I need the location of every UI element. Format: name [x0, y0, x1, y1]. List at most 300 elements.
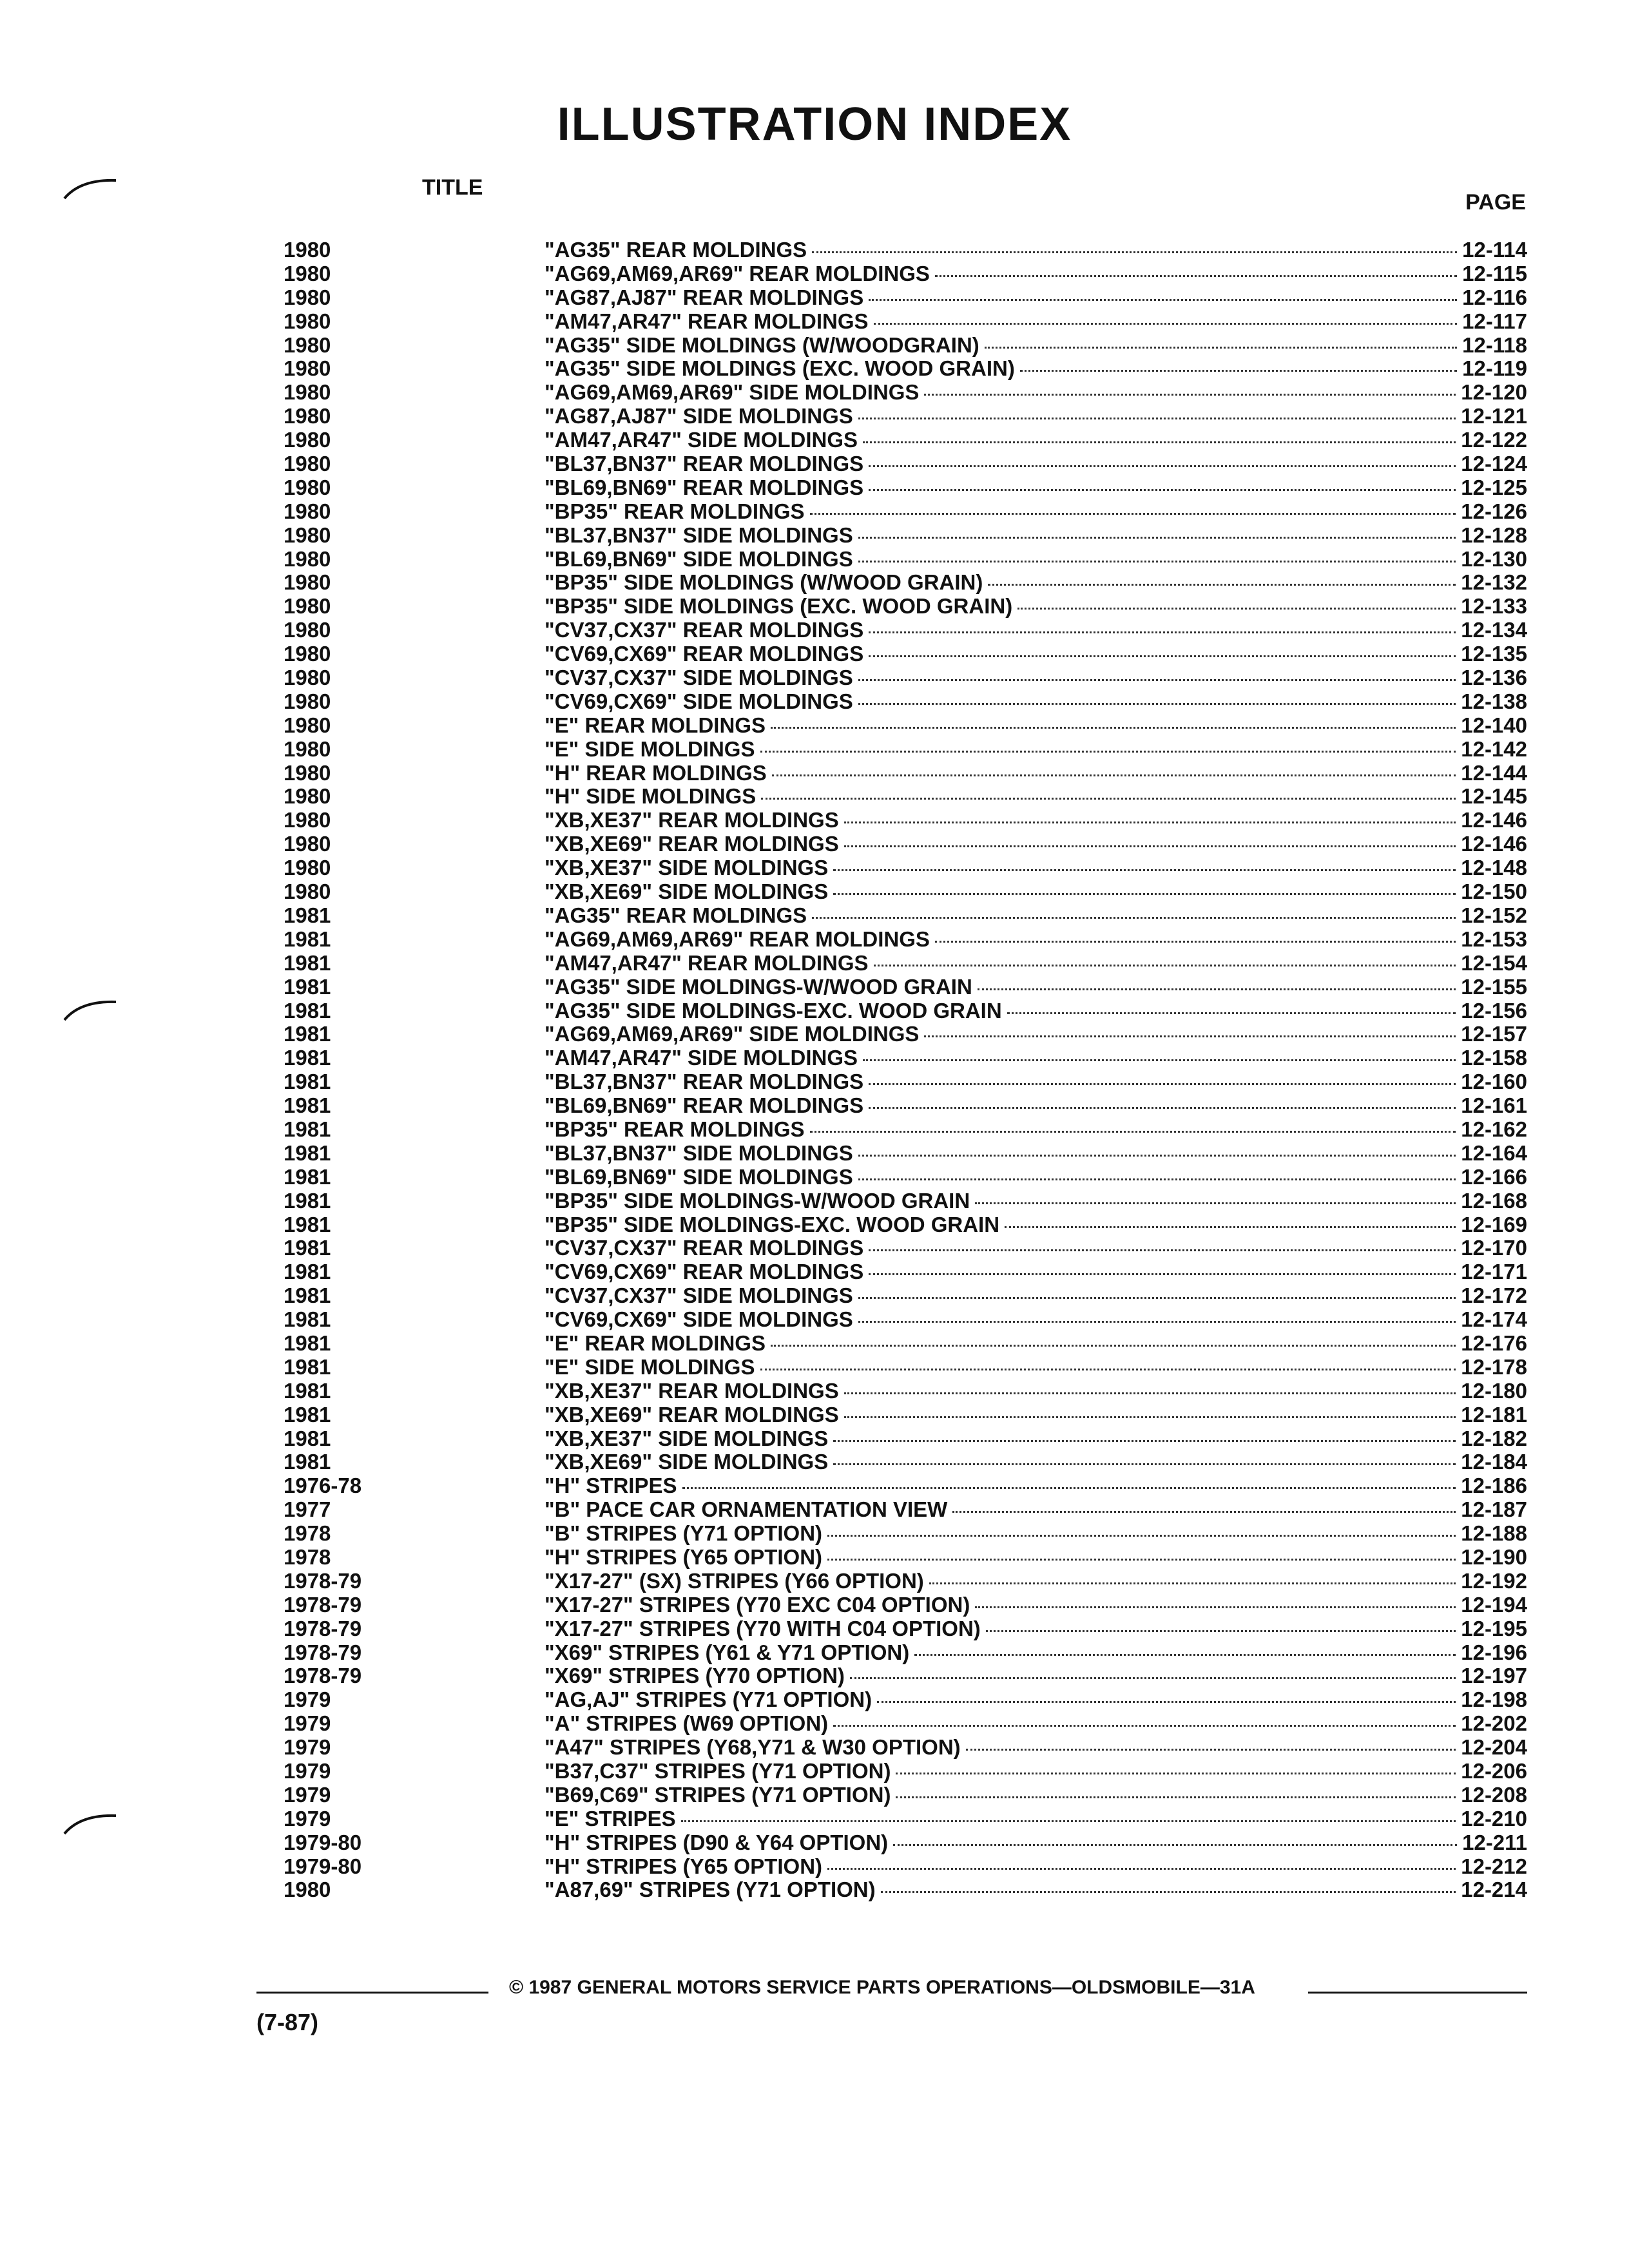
entry-page: 12-168 — [1461, 1188, 1527, 1213]
dot-leader — [858, 1297, 1456, 1299]
dot-leader — [1017, 608, 1456, 610]
index-entry — [284, 952, 1527, 975]
entry-title: "BL69,BN69" REAR MOLDINGS — [545, 475, 864, 499]
entry-title: "AG35" SIDE MOLDINGS (EXC. WOOD GRAIN) — [545, 356, 1015, 381]
index-entry — [284, 476, 1527, 500]
index-entry — [284, 1546, 1527, 1570]
entry-year: 1981 — [284, 1354, 331, 1379]
dot-leader — [771, 727, 1456, 729]
entry-year: 1980 — [284, 784, 331, 809]
entry-title: "AG87,AJ87" SIDE MOLDINGS — [545, 404, 853, 428]
entry-title: "B37,C37" STRIPES (Y71 OPTION) — [545, 1759, 891, 1783]
index-entry — [284, 856, 1527, 880]
index-entry — [284, 548, 1527, 572]
entry-title: "AG69,AM69,AR69" SIDE MOLDINGS — [545, 1022, 920, 1046]
dot-leader — [966, 1749, 1456, 1751]
entry-title: "CV37,CX37" REAR MOLDINGS — [545, 618, 864, 642]
entry-title: "CV69,CX69" REAR MOLDINGS — [545, 642, 864, 666]
entry-page: 12-124 — [1461, 452, 1527, 476]
index-entry — [284, 1118, 1527, 1142]
entry-page: 12-116 — [1462, 285, 1527, 309]
footer-revision-code: (7-87) — [256, 2009, 319, 2035]
footer-copyright: © 1987 GENERAL MOTORS SERVICE PARTS OPERATIONS—OLDSMOBILE—31A — [509, 1977, 1255, 1998]
entry-year: 1980 — [284, 428, 331, 452]
index-entry — [284, 452, 1527, 476]
dot-leader — [682, 1487, 1456, 1489]
dot-leader — [827, 1535, 1456, 1537]
entry-year: 1981 — [284, 1236, 331, 1260]
dot-leader — [771, 1345, 1456, 1347]
entry-year: 1980 — [284, 546, 331, 571]
dot-leader — [985, 347, 1457, 349]
entry-page: 12-154 — [1461, 950, 1527, 975]
entry-year: 1981 — [284, 1450, 331, 1474]
dot-leader — [869, 465, 1456, 467]
entry-page: 12-145 — [1461, 784, 1527, 809]
dot-leader — [812, 917, 1456, 919]
dot-leader — [681, 1820, 1456, 1822]
index-entry — [284, 1641, 1527, 1665]
index-entry — [284, 500, 1527, 524]
entry-title: "AG87,AJ87" REAR MOLDINGS — [545, 285, 864, 309]
entry-page: 12-152 — [1461, 903, 1527, 927]
dot-leader — [844, 822, 1456, 823]
entry-title: "AG35" REAR MOLDINGS — [545, 903, 807, 927]
column-header-title: TITLE — [422, 175, 483, 200]
index-entry — [284, 1284, 1527, 1308]
dot-leader — [833, 1463, 1456, 1465]
entry-year: 1980 — [284, 570, 331, 595]
index-entry — [284, 571, 1527, 595]
index-entry — [284, 1855, 1527, 1879]
index-entry — [284, 262, 1527, 286]
entry-year: 1978-79 — [284, 1616, 362, 1640]
index-entry — [284, 666, 1527, 690]
index-entry — [284, 1736, 1527, 1760]
index-entry — [284, 1498, 1527, 1522]
entry-year: 1979 — [284, 1687, 331, 1712]
entry-year: 1980 — [284, 760, 331, 785]
entry-year: 1979-80 — [284, 1854, 362, 1878]
entry-title: "CV37,CX37" SIDE MOLDINGS — [545, 1283, 853, 1308]
entry-title: "AM47,AR47" REAR MOLDINGS — [545, 309, 869, 333]
entry-title: "E" REAR MOLDINGS — [545, 1331, 766, 1355]
entry-year: 1978-79 — [284, 1640, 362, 1664]
index-entry — [284, 619, 1527, 642]
entry-page: 12-210 — [1461, 1806, 1527, 1831]
entry-title: "XB,XE37" REAR MOLDINGS — [545, 808, 839, 832]
entry-title: "CV69,CX69" SIDE MOLDINGS — [545, 689, 853, 713]
dot-leader — [833, 1725, 1456, 1727]
entry-page: 12-132 — [1461, 570, 1527, 595]
binder-hole-mark — [61, 1809, 119, 1835]
index-entry — [284, 238, 1527, 262]
dot-leader — [863, 441, 1456, 443]
entry-page: 12-176 — [1461, 1331, 1527, 1355]
footer-rule-right — [1308, 1992, 1527, 1994]
index-entry — [284, 1070, 1527, 1094]
entry-page: 12-158 — [1461, 1046, 1527, 1070]
index-entry — [284, 1450, 1527, 1474]
dot-leader — [833, 1440, 1456, 1442]
entry-title: "XB,XE69" SIDE MOLDINGS — [545, 1450, 829, 1474]
entry-year: 1980 — [284, 736, 331, 761]
entry-title: "H" REAR MOLDINGS — [545, 760, 767, 785]
entry-title: "H" STRIPES (D90 & Y64 OPTION) — [545, 1830, 889, 1854]
entry-year: 1978-79 — [284, 1664, 362, 1688]
index-entry — [284, 738, 1527, 762]
index-entry — [284, 809, 1527, 832]
dot-leader — [810, 1131, 1456, 1133]
entry-year: 1981 — [284, 950, 331, 975]
entry-year: 1978 — [284, 1521, 331, 1546]
entry-title: "E" STRIPES — [545, 1806, 676, 1831]
entry-title: "BL37,BN37" REAR MOLDINGS — [545, 1070, 864, 1094]
entry-title: "XB,XE69" REAR MOLDINGS — [545, 1402, 839, 1427]
dot-leader — [881, 1891, 1456, 1893]
entry-title: "AG35" REAR MOLDINGS — [545, 238, 807, 262]
entry-year: 1979 — [284, 1782, 331, 1807]
entry-page: 12-178 — [1461, 1354, 1527, 1379]
dot-leader — [935, 941, 1456, 943]
dot-leader — [812, 251, 1457, 253]
entry-title: "AM47,AR47" REAR MOLDINGS — [545, 950, 869, 975]
dot-leader — [858, 703, 1456, 705]
dot-leader — [978, 988, 1456, 990]
entry-title: "XB,XE37" SIDE MOLDINGS — [545, 1426, 829, 1450]
entry-page: 12-136 — [1461, 666, 1527, 690]
entry-title: "AG69,AM69,AR69" REAR MOLDINGS — [545, 927, 930, 951]
index-entry — [284, 1308, 1527, 1332]
entry-year: 1980 — [284, 452, 331, 476]
entry-page: 12-197 — [1461, 1664, 1527, 1688]
index-entry — [284, 1617, 1527, 1641]
dot-leader — [760, 751, 1456, 753]
entry-page: 12-128 — [1461, 523, 1527, 547]
dot-leader — [858, 679, 1456, 681]
dot-leader — [827, 1559, 1456, 1561]
entry-page: 12-172 — [1461, 1283, 1527, 1308]
entry-year: 1981 — [284, 1212, 331, 1236]
index-entry — [284, 405, 1527, 428]
index-entry — [284, 1522, 1527, 1546]
entry-year: 1980 — [284, 309, 331, 333]
entry-page: 12-182 — [1461, 1426, 1527, 1450]
index-entry — [284, 1046, 1527, 1070]
index-entry — [284, 690, 1527, 714]
dot-leader — [893, 1844, 1457, 1846]
index-entry — [284, 832, 1527, 856]
entry-year: 1979 — [284, 1759, 331, 1783]
entry-page: 12-212 — [1461, 1854, 1527, 1878]
dot-leader — [869, 1249, 1456, 1251]
entry-year: 1980 — [284, 856, 331, 880]
dot-leader — [975, 1606, 1456, 1608]
entry-title: "AG35" SIDE MOLDINGS (W/WOODGRAIN) — [545, 332, 979, 357]
entry-year: 1981 — [284, 1402, 331, 1427]
entry-title: "E" SIDE MOLDINGS — [545, 1354, 755, 1379]
entry-year: 1981 — [284, 1140, 331, 1165]
entry-page: 12-125 — [1461, 475, 1527, 499]
index-entry — [284, 1760, 1527, 1783]
dot-leader — [844, 1416, 1456, 1418]
entry-title: "E" REAR MOLDINGS — [545, 713, 766, 737]
dot-leader — [935, 275, 1457, 277]
entry-year: 1981 — [284, 1022, 331, 1046]
index-entry — [284, 1379, 1527, 1403]
entry-title: "A" STRIPES (W69 OPTION) — [545, 1711, 829, 1736]
entry-title: "E" SIDE MOLDINGS — [545, 736, 755, 761]
entry-page: 12-148 — [1461, 856, 1527, 880]
entry-year: 1981 — [284, 974, 331, 999]
entry-title: "X17-27" STRIPES (Y70 EXC C04 OPTION) — [545, 1592, 970, 1617]
index-entry — [284, 928, 1527, 952]
dot-leader — [844, 845, 1456, 847]
index-entry — [284, 1427, 1527, 1451]
index-entry — [284, 428, 1527, 452]
index-entry — [284, 1142, 1527, 1166]
column-header-page: PAGE — [1465, 190, 1526, 215]
entry-year: 1981 — [284, 1070, 331, 1094]
entry-page: 12-118 — [1462, 332, 1527, 357]
index-entry — [284, 1807, 1527, 1831]
index-entry — [284, 595, 1527, 619]
entry-page: 12-157 — [1461, 1022, 1527, 1046]
entry-title: "H" SIDE MOLDINGS — [545, 784, 757, 809]
entry-title: "H" STRIPES — [545, 1474, 677, 1498]
dot-leader — [850, 1677, 1456, 1679]
dot-leader — [833, 869, 1456, 871]
entry-year: 1978-79 — [284, 1592, 362, 1617]
index-entry — [284, 1356, 1527, 1379]
entry-page: 12-144 — [1461, 760, 1527, 785]
index-entry — [284, 1023, 1527, 1046]
entry-year: 1979 — [284, 1806, 331, 1831]
entry-page: 12-208 — [1461, 1782, 1527, 1807]
dot-leader — [761, 798, 1456, 800]
entry-page: 12-198 — [1461, 1687, 1527, 1712]
entry-page: 12-142 — [1461, 736, 1527, 761]
entry-year: 1980 — [284, 356, 331, 381]
entry-year: 1980 — [284, 261, 331, 285]
entry-title: "H" STRIPES (Y65 OPTION) — [545, 1854, 823, 1878]
dot-leader — [986, 1630, 1456, 1632]
entry-page: 12-120 — [1461, 380, 1527, 405]
entry-year: 1978-79 — [284, 1568, 362, 1593]
dot-leader — [874, 965, 1456, 966]
entry-title: "AM47,AR47" SIDE MOLDINGS — [545, 428, 858, 452]
entry-page: 12-181 — [1461, 1402, 1527, 1427]
entry-page: 12-150 — [1461, 879, 1527, 904]
index-entry — [284, 286, 1527, 310]
index-entry — [284, 1593, 1527, 1617]
entry-title: "X69" STRIPES (Y61 & Y71 OPTION) — [545, 1640, 910, 1664]
entry-year: 1979-80 — [284, 1830, 362, 1854]
entry-title: "AG,AJ" STRIPES (Y71 OPTION) — [545, 1687, 872, 1712]
dot-leader — [924, 394, 1456, 396]
entry-year: 1979 — [284, 1711, 331, 1736]
dot-leader — [833, 893, 1456, 895]
entry-page: 12-121 — [1461, 404, 1527, 428]
entry-title: "AM47,AR47" SIDE MOLDINGS — [545, 1046, 858, 1070]
entry-year: 1980 — [284, 475, 331, 499]
entry-title: "XB,XE69" REAR MOLDINGS — [545, 832, 839, 856]
entry-title: "XB,XE69" SIDE MOLDINGS — [545, 879, 829, 904]
entry-year: 1981 — [284, 1307, 331, 1332]
entry-year: 1980 — [284, 666, 331, 690]
entry-year: 1980 — [284, 642, 331, 666]
entry-year: 1981 — [284, 1378, 331, 1403]
entry-year: 1980 — [284, 618, 331, 642]
dot-leader — [827, 1868, 1456, 1870]
entry-page: 12-156 — [1461, 998, 1527, 1023]
entry-page: 12-162 — [1461, 1117, 1527, 1141]
index-entry — [284, 785, 1527, 809]
dot-leader — [952, 1511, 1456, 1513]
entry-title: "X17-27" (SX) STRIPES (Y66 OPTION) — [545, 1568, 924, 1593]
dot-leader — [975, 1202, 1456, 1204]
dot-leader — [869, 1107, 1456, 1109]
dot-leader — [877, 1701, 1456, 1703]
entry-page: 12-160 — [1461, 1070, 1527, 1094]
entry-year: 1980 — [284, 832, 331, 856]
entry-page: 12-146 — [1461, 808, 1527, 832]
entry-page: 12-170 — [1461, 1236, 1527, 1260]
dot-leader — [858, 418, 1456, 419]
entry-page: 12-214 — [1461, 1878, 1527, 1902]
index-entry — [284, 1260, 1527, 1284]
entry-year: 1978 — [284, 1544, 331, 1569]
entry-title: "BP35" SIDE MOLDINGS-W/WOOD GRAIN — [545, 1188, 970, 1213]
index-entry — [284, 357, 1527, 381]
entry-page: 12-140 — [1461, 713, 1527, 737]
entry-year: 1981 — [284, 1283, 331, 1308]
entry-page: 12-194 — [1461, 1592, 1527, 1617]
entry-page: 12-161 — [1461, 1093, 1527, 1118]
entry-title: "BL37,BN37" REAR MOLDINGS — [545, 452, 864, 476]
entry-title: "CV69,CX69" SIDE MOLDINGS — [545, 1307, 853, 1332]
entry-page: 12-146 — [1461, 832, 1527, 856]
entry-year: 1980 — [284, 689, 331, 713]
entry-page: 12-126 — [1461, 499, 1527, 523]
dot-leader — [1007, 1012, 1456, 1014]
index-entry — [284, 642, 1527, 666]
entry-page: 12-169 — [1461, 1212, 1527, 1236]
entry-page: 12-138 — [1461, 689, 1527, 713]
entry-page: 12-186 — [1461, 1474, 1527, 1498]
entry-page: 12-133 — [1461, 594, 1527, 619]
dot-leader — [810, 513, 1456, 515]
index-entry — [284, 1783, 1527, 1807]
dot-leader — [772, 774, 1456, 776]
index-entry — [284, 1189, 1527, 1213]
entry-year: 1980 — [284, 523, 331, 547]
entry-page: 12-117 — [1462, 309, 1527, 333]
index-entry — [284, 904, 1527, 928]
entry-year: 1980 — [284, 808, 331, 832]
dot-leader — [896, 1773, 1456, 1774]
entry-page: 12-204 — [1461, 1735, 1527, 1760]
index-entry — [284, 1831, 1527, 1855]
entry-page: 12-196 — [1461, 1640, 1527, 1664]
entry-page: 12-119 — [1462, 356, 1527, 381]
index-entry — [284, 1688, 1527, 1712]
index-entry — [284, 334, 1527, 358]
dot-leader — [869, 1273, 1456, 1275]
entry-page: 12-202 — [1461, 1711, 1527, 1736]
dot-leader — [1020, 370, 1457, 372]
entry-page: 12-166 — [1461, 1164, 1527, 1189]
entry-title: "CV37,CX37" SIDE MOLDINGS — [545, 666, 853, 690]
entry-page: 12-171 — [1461, 1260, 1527, 1284]
entry-page: 12-188 — [1461, 1521, 1527, 1546]
entry-title: "BP35" REAR MOLDINGS — [545, 1117, 805, 1141]
index-entry — [284, 1166, 1527, 1189]
dot-leader — [896, 1796, 1456, 1798]
index-entry — [284, 1570, 1527, 1593]
entry-title: "XB,XE37" REAR MOLDINGS — [545, 1378, 839, 1403]
entry-page: 12-122 — [1461, 428, 1527, 452]
entry-year: 1980 — [284, 1878, 331, 1902]
entry-year: 1981 — [284, 1093, 331, 1118]
dot-leader — [858, 1178, 1456, 1180]
entry-title: "BL69,BN69" SIDE MOLDINGS — [545, 1164, 853, 1189]
page-title: ILLUSTRATION INDEX — [557, 99, 1072, 150]
entry-year: 1981 — [284, 1260, 331, 1284]
entry-year: 1981 — [284, 903, 331, 927]
entry-title: "AG69,AM69,AR69" SIDE MOLDINGS — [545, 380, 920, 405]
dot-leader — [869, 1083, 1456, 1085]
dot-leader — [869, 299, 1457, 301]
entry-title: "BL37,BN37" SIDE MOLDINGS — [545, 523, 853, 547]
index-entry — [284, 1878, 1527, 1902]
entry-year: 1981 — [284, 1426, 331, 1450]
entry-year: 1981 — [284, 1117, 331, 1141]
entry-year: 1980 — [284, 713, 331, 737]
entry-page: 12-164 — [1461, 1140, 1527, 1165]
entry-year: 1981 — [284, 927, 331, 951]
entry-page: 12-192 — [1461, 1568, 1527, 1593]
index-entry — [284, 1332, 1527, 1356]
entry-title: "AG35" SIDE MOLDINGS-W/WOOD GRAIN — [545, 974, 972, 999]
dot-leader — [863, 1059, 1456, 1061]
entry-page: 12-135 — [1461, 642, 1527, 666]
dot-leader — [858, 1155, 1456, 1157]
entry-page: 12-134 — [1461, 618, 1527, 642]
entry-title: "X17-27" STRIPES (Y70 WITH C04 OPTION) — [545, 1616, 981, 1640]
index-entry — [284, 975, 1527, 999]
entry-page: 12-180 — [1461, 1378, 1527, 1403]
entry-page: 12-130 — [1461, 546, 1527, 571]
entry-title: "AG69,AM69,AR69" REAR MOLDINGS — [545, 261, 930, 285]
entry-title: "BP35" REAR MOLDINGS — [545, 499, 805, 523]
index-list — [284, 238, 1527, 1902]
index-entry — [284, 381, 1527, 405]
entry-page: 12-115 — [1462, 261, 1527, 285]
entry-title: "BL69,BN69" REAR MOLDINGS — [545, 1093, 864, 1118]
entry-page: 12-114 — [1462, 238, 1527, 262]
entry-year: 1980 — [284, 879, 331, 904]
entry-title: "X69" STRIPES (Y70 OPTION) — [545, 1664, 845, 1688]
dot-leader — [844, 1392, 1456, 1394]
dot-leader — [1005, 1226, 1456, 1228]
entry-title: "A47" STRIPES (Y68,Y71 & W30 OPTION) — [545, 1735, 961, 1760]
entry-year: 1980 — [284, 285, 331, 309]
index-entry — [284, 1236, 1527, 1260]
entry-title: "BP35" SIDE MOLDINGS (W/WOOD GRAIN) — [545, 570, 983, 595]
binder-hole-mark — [61, 174, 119, 200]
entry-year: 1980 — [284, 332, 331, 357]
